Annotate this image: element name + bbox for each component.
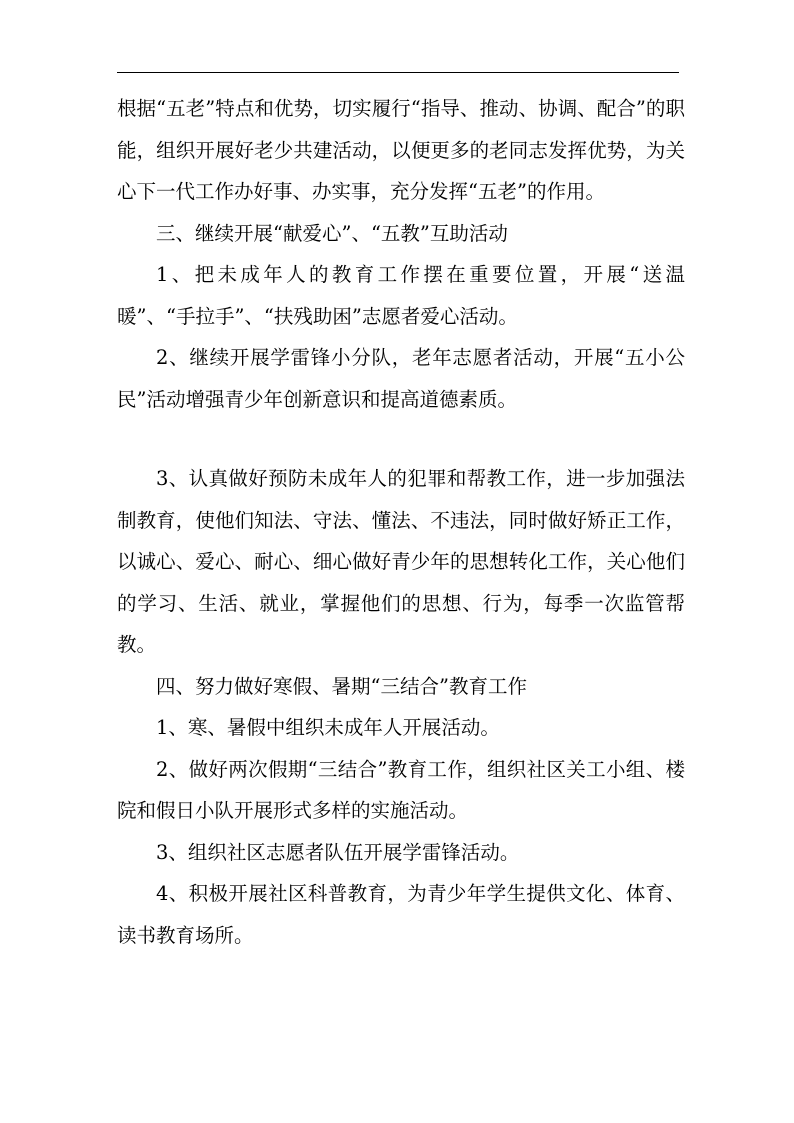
- paragraph-3-3: 3、认真做好预防未成年人的犯罪和帮教工作，进一步加强法制教育，使他们知法、守法、懂法、不违法，同时做好矫正工作，以诚心、爱心、耐心、细心做好青少年的思想转化工作，关心他们的学习、生活、就业，掌握他们的思想、行为，每季一次监管帮教。: [117, 467, 685, 656]
- paragraph-4-4: 4、积极开展社区科普教育，为青少年学生提供文化、体育、读书教育场所。: [117, 882, 685, 947]
- paragraph-3-1: 1、把未成年人的教育工作摆在重要位置，开展“送温暖”、“手拉手”、“扶残助困”志愿者爱心活动。: [117, 263, 685, 328]
- section-heading-3: 三、继续开展“献爱心”、“五教”互助活动: [156, 221, 508, 245]
- paragraph-4-3: 3、组织社区志愿者队伍开展学雷锋活动。: [156, 840, 520, 864]
- header-rule: [117, 72, 679, 73]
- paragraph-gap: [117, 420, 685, 458]
- paragraph-3-2: 2、继续开展学雷锋小分队，老年志愿者活动，开展“五小公民”活动增强青少年创新意识和提高道德素质。: [117, 346, 685, 411]
- paragraph-intro: 根据“五老”特点和优势，切实履行“指导、推动、协调、配合”的职能，组织开展好老少共建活动，以便更多的老同志发挥优势，为关心下一代工作办好事、办实事，充分发挥“五老”的作用。: [117, 97, 685, 203]
- document-body: [117, 88, 685, 956]
- paragraph-4-1: 1、寒、暑假中组织未成年人开展活动。: [156, 716, 500, 739]
- section-heading-4: 四、努力做好寒假、暑期“三结合”教育工作: [156, 674, 527, 698]
- paragraph-4-2: 2、做好两次假期“三结合”教育工作，组织社区关工小组、楼院和假日小队开展形式多样的实施活动。: [117, 757, 685, 822]
